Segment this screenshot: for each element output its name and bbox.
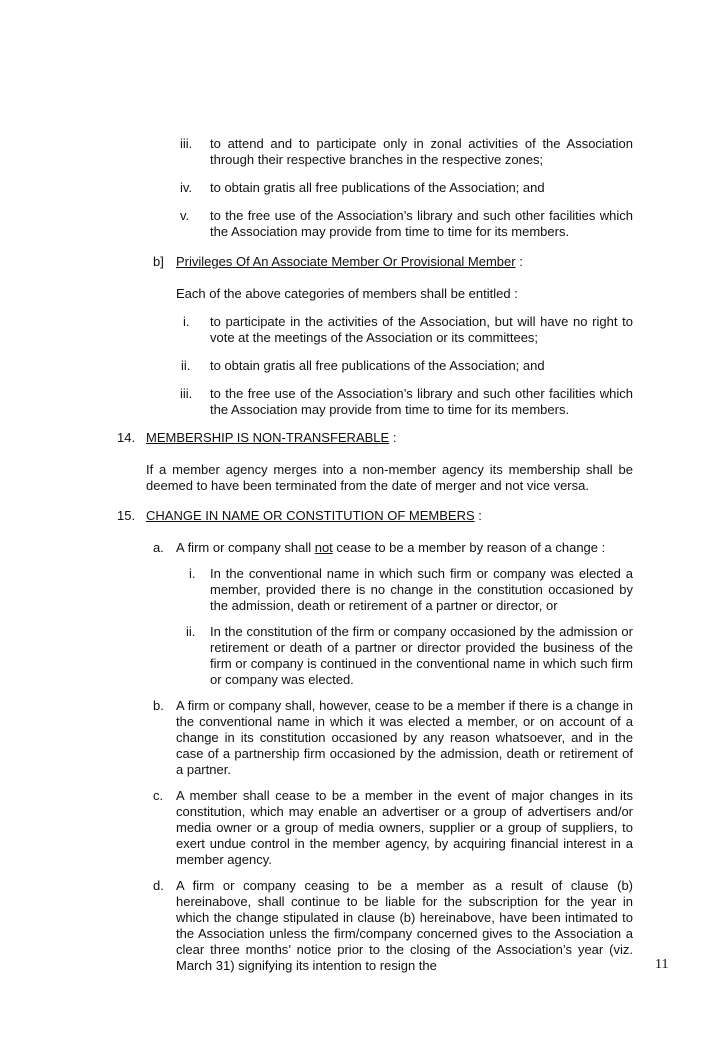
- subsection-title: Privileges Of An Associate Member Or Provisional Member: [176, 254, 516, 269]
- list-item-text: to the free use of the Association’s library and such other facilities which the Association may provide from time to time for its members.: [210, 208, 633, 239]
- heading-suffix: :: [389, 430, 397, 445]
- heading-suffix: :: [474, 508, 482, 523]
- subsection-heading: [176, 254, 523, 270]
- clause-label: d.: [153, 878, 164, 893]
- section-heading: [146, 430, 396, 446]
- clause-text: A member shall cease to be a member in the event of major changes in its constitution, which may enable an advertiser or a group of advertisers and/or media owner or a group of media owners, supplier or a group of suppliers, to exert undue control in the member agency, by acquiring financial interest in a member agency.: [176, 788, 633, 867]
- emphasis-not: not: [314, 540, 333, 555]
- item-number: iv.: [180, 180, 193, 195]
- page-number: 11: [655, 957, 669, 972]
- section-title: CHANGE IN NAME OR CONSTITUTION OF MEMBERS: [146, 508, 475, 523]
- item-number: iii.: [180, 136, 193, 151]
- clause-label: c.: [153, 788, 164, 803]
- section-heading: [146, 508, 482, 524]
- list-item-text: In the conventional name in which such firm or company was elected a member, provided there is no change in the constitution occasioned by the admission, death or retirement of a partner or director, or: [210, 566, 633, 613]
- clause-text: A firm or company shall, however, cease to be a member if there is a change in the conventional name in which it was elected a member, or on account of a change in its constitution occasioned by any reason whatsoever, and in the case of a partnership firm occasioned by the admission, death or retirement of a partner.: [176, 698, 633, 777]
- paragraph: Each of the above categories of members shall be entitled :: [176, 286, 518, 301]
- list-item-text: to attend and to participate only in zonal activities of the Association through their respective branches in the respective zones;: [210, 136, 633, 167]
- item-number: v.: [180, 208, 190, 223]
- item-number: iii.: [180, 386, 193, 401]
- subsection-label: b]: [153, 254, 164, 269]
- clause-text: [176, 540, 605, 556]
- section-title: MEMBERSHIP IS NON-TRANSFERABLE: [146, 430, 390, 445]
- list-item-text: to obtain gratis all free publications of the Association; and: [210, 180, 545, 195]
- section-number: 14.: [117, 430, 136, 445]
- item-number: i.: [183, 314, 190, 329]
- list-item-text: to the free use of the Association’s library and such other facilities which the Association may provide from time to time for its members.: [210, 386, 633, 417]
- heading-suffix: :: [515, 254, 523, 269]
- paragraph: If a member agency merges into a non-member agency its membership shall be deemed to have been terminated from the date of merger and not vice versa.: [146, 462, 633, 493]
- text-span: A firm or company shall: [176, 540, 315, 555]
- clause-label: a.: [153, 540, 164, 555]
- section-number: 15.: [117, 508, 136, 523]
- clause-label: b.: [153, 698, 164, 713]
- item-number: i.: [189, 566, 196, 581]
- item-number: ii.: [181, 358, 191, 373]
- list-item-text: to participate in the activities of the Association, but will have no right to vote at the meetings of the Association or its committees;: [210, 314, 633, 345]
- list-item-text: In the constitution of the firm or company occasioned by the admission or retirement or death of a partner or director provided the business of the firm or company is continued in the conventional name in which such firm or company was elected.: [210, 624, 633, 687]
- list-item-text: to obtain gratis all free publications of the Association; and: [210, 358, 545, 373]
- text-span: cease to be a member by reason of a change :: [332, 540, 606, 555]
- clause-text: A firm or company ceasing to be a member as a result of clause (b) hereinabove, shall continue to be liable for the subscription for the year in which the change stipulated in clause (b) hereinabove, have been intimated to the Association unless the firm/company concerned gives to the Association a clear three months’ notice prior to the closing of the Association’s year (viz. March 31) signifying its intention to resign the: [176, 878, 633, 973]
- item-number: ii.: [186, 624, 196, 639]
